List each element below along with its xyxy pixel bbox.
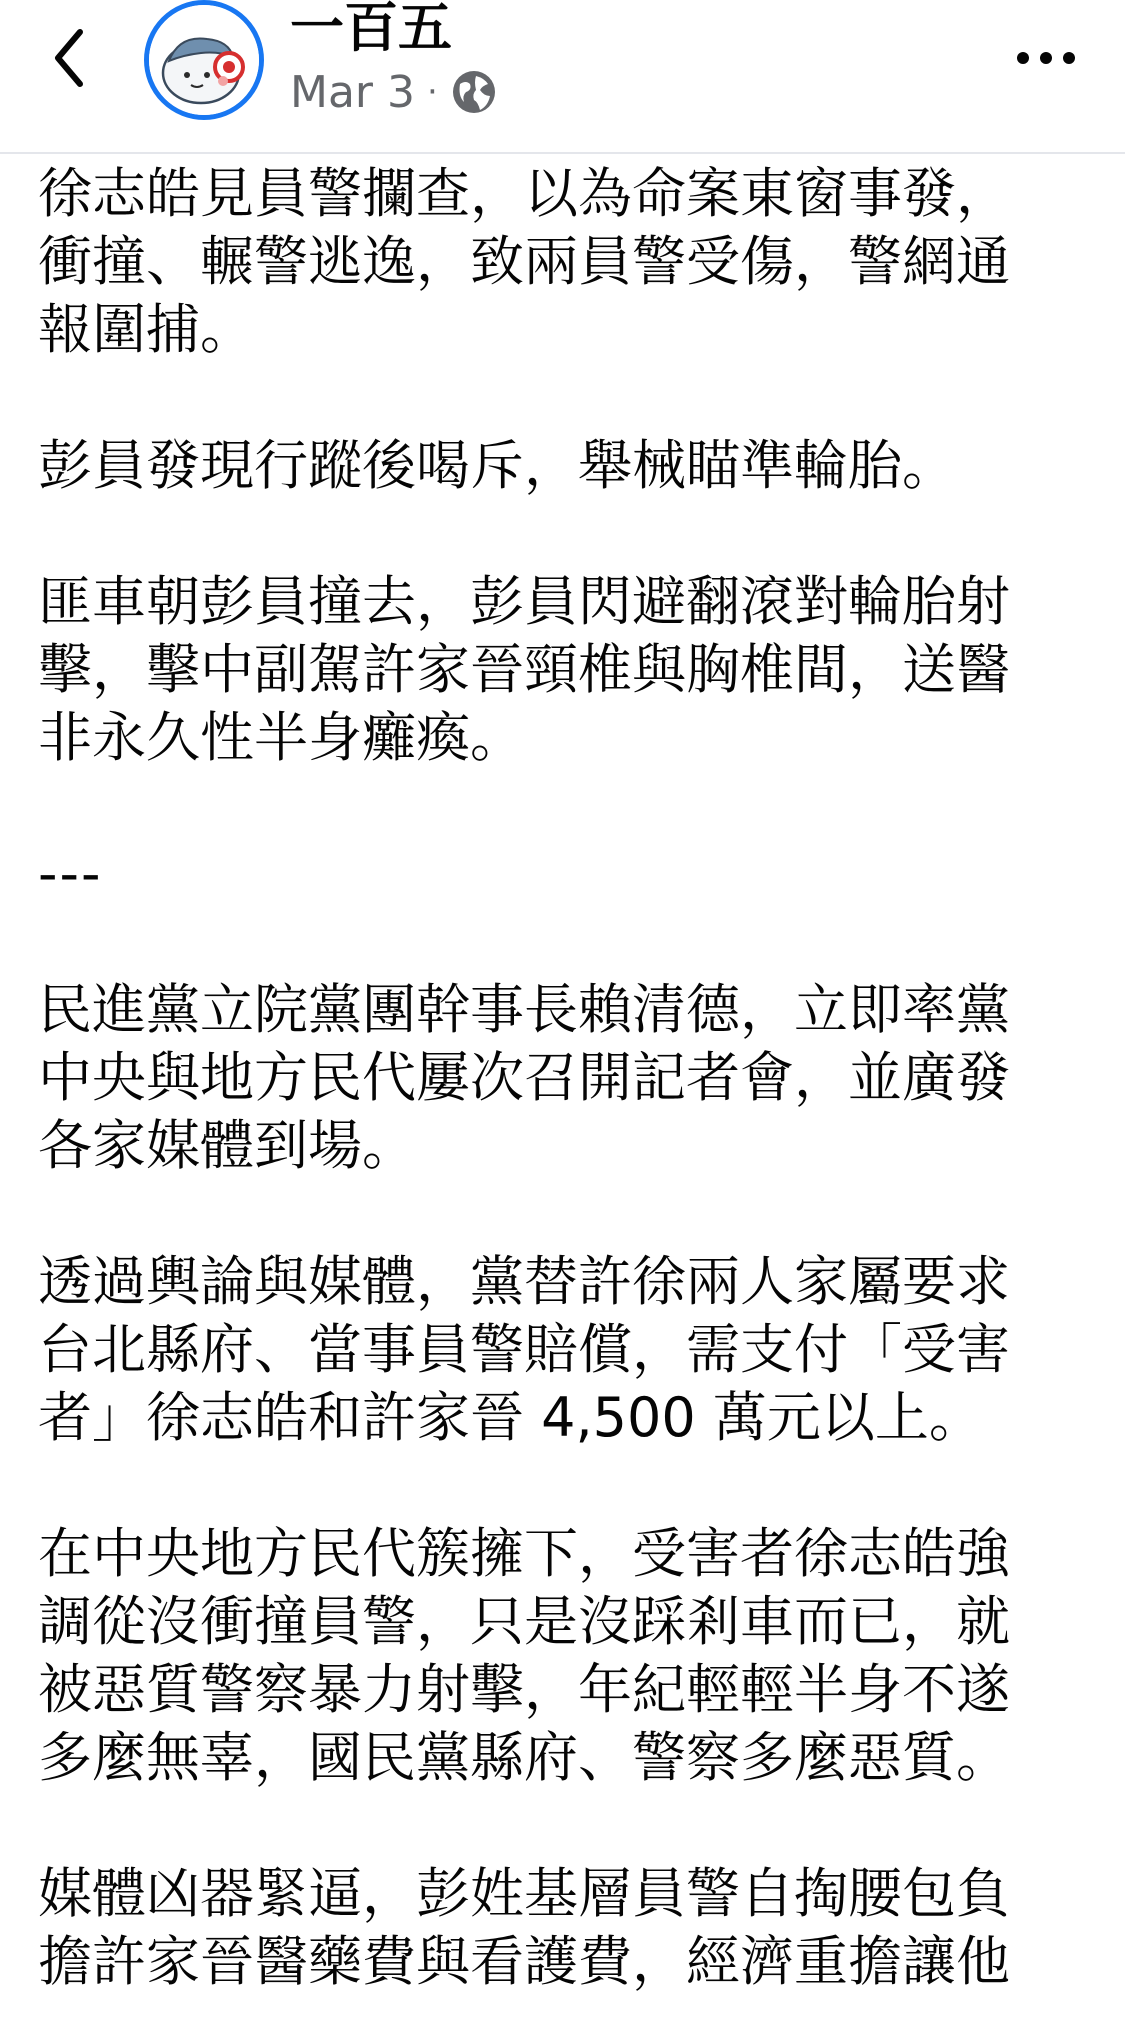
chevron-left-icon	[44, 22, 96, 94]
author-name[interactable]: 一百五	[290, 0, 452, 59]
post-paragraph: 匪車朝彭員撞去，彭員閃避翻滾對輪胎射 擊，擊中副駕許家晉頸椎與胸椎間，送醫 非永久性半身癱瘓。	[38, 570, 1010, 769]
post-date[interactable]: Mar 3	[290, 66, 415, 118]
meta-separator: ·	[427, 72, 438, 112]
avatar[interactable]	[144, 0, 264, 120]
globe-icon[interactable]	[450, 68, 498, 116]
back-button[interactable]	[44, 22, 96, 94]
post-body	[38, 160, 1078, 2023]
post-paragraph: 媒體凶器緊逼，彭姓基層員警自掏腰包負 擔許家晉醫藥費與看護費，經濟重擔讓他	[38, 1862, 1010, 1993]
post-paragraph: 彭員發現行蹤後喝斥，舉械瞄準輪胎。	[38, 434, 956, 497]
more-options-button[interactable]	[1011, 36, 1081, 80]
post-paragraph: 民進黨立院黨團幹事長賴清德，立即率黨 中央與地方民代屢次召開記者會，並廣發 各家媒體到場。	[38, 978, 1010, 1177]
post-paragraph: 透過輿論與媒體，黨替許徐兩人家屬要求 台北縣府、當事員警賠償，需支付「受害 者」徐志皓和許家晉 4,500 萬元以上。	[38, 1250, 1010, 1449]
post-header	[0, 0, 1125, 154]
more-horizontal-icon	[1011, 36, 1081, 80]
post-meta	[290, 64, 498, 120]
post-paragraph: 徐志皓見員警攔查，以為命案東窗事發， 衝撞、輾警逃逸，致兩員警受傷，警網通 報圍捕。	[38, 162, 1010, 361]
section-divider: ---	[38, 842, 103, 905]
post-paragraph: 在中央地方民代簇擁下，受害者徐志皓強 調從沒衝撞員警，只是沒踩剎車而已，就 被惡質警察暴力射擊，年紀輕輕半身不遂 多麼無辜，國民黨縣府、警察多麼惡質。	[38, 1522, 1010, 1789]
profile-avatar	[149, 5, 259, 115]
